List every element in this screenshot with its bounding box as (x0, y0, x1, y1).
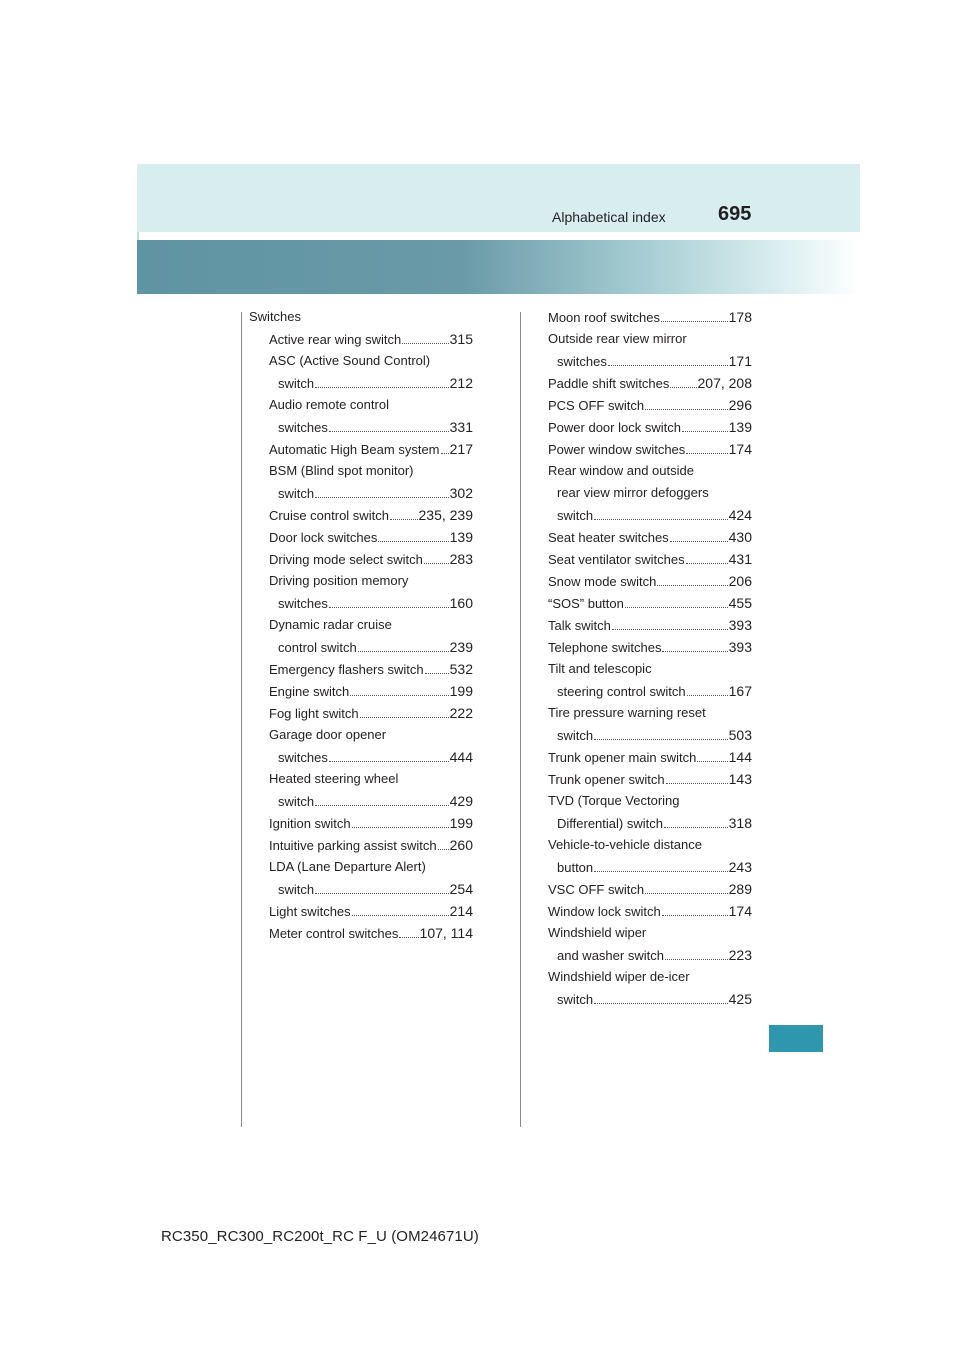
index-entry (548, 922, 752, 966)
page-reference: 260 (449, 837, 473, 853)
index-entry (548, 790, 752, 834)
index-entry-line (548, 570, 752, 592)
page-reference: 503 (728, 727, 752, 743)
left-column-rule (241, 312, 242, 1127)
dot-leader (661, 320, 728, 322)
index-entry (548, 328, 752, 372)
dot-leader (425, 672, 449, 674)
index-entry (548, 746, 752, 768)
index-entry (249, 658, 473, 680)
index-entry (548, 900, 752, 922)
index-entry-text: switch (278, 882, 315, 897)
index-entry-line (548, 482, 752, 504)
index-entry-line (269, 438, 473, 460)
dot-leader (315, 804, 449, 806)
header-gradient-bar (137, 240, 860, 294)
index-entry-text: Rear window and outside (548, 463, 694, 478)
index-entry-line (269, 460, 473, 482)
index-entry (249, 526, 473, 548)
dot-leader (625, 606, 728, 608)
index-entry-line (548, 548, 752, 570)
index-entry-line (269, 768, 473, 790)
index-entry-line (548, 900, 752, 922)
index-entry-text: Automatic High Beam system (269, 442, 440, 457)
index-entry-line (269, 900, 473, 922)
dot-leader (608, 364, 728, 366)
index-entry-text: steering control switch (557, 684, 686, 699)
index-entry (249, 614, 473, 658)
index-entry-text: rear view mirror defoggers (557, 485, 709, 500)
index-entry-line (269, 372, 473, 394)
index-entry-line (548, 328, 752, 350)
index-entry-text: LDA (Lane Departure Alert) (269, 859, 426, 874)
page-reference: 429 (449, 793, 473, 809)
page-reference: 217 (449, 441, 473, 457)
dot-leader (358, 650, 449, 652)
index-entry-line (548, 526, 752, 548)
index-entry-line (548, 812, 752, 834)
index-entry-text: switches (278, 596, 328, 611)
index-entry-text: Audio remote control (269, 397, 389, 412)
index-entry (548, 834, 752, 878)
dot-leader (612, 628, 728, 630)
index-entry (249, 856, 473, 900)
section-tab (769, 1025, 823, 1052)
index-entry-text: Heated steering wheel (269, 771, 399, 786)
header-band (137, 164, 860, 232)
index-entry-line (548, 834, 752, 856)
dot-leader (360, 716, 449, 718)
index-entry (548, 592, 752, 614)
index-entry (548, 768, 752, 790)
dot-leader (402, 342, 448, 344)
index-entry (249, 394, 473, 438)
index-entry-text: switch (557, 508, 594, 523)
index-entry-text: switches (557, 354, 607, 369)
index-entry-line (269, 416, 473, 438)
index-entry (249, 680, 473, 702)
index-entry-text: Moon roof switches (548, 310, 660, 325)
index-entry-line (548, 372, 752, 394)
index-entry (548, 526, 752, 548)
index-entry-line (548, 922, 752, 944)
page-reference: 289 (728, 881, 752, 897)
index-entry-line (548, 306, 752, 328)
index-entry-line (269, 394, 473, 416)
index-entry-text: Windshield wiper (548, 925, 647, 940)
index-entry-text: switches (278, 750, 328, 765)
index-entry (249, 548, 473, 570)
index-entry-text: Tilt and telescopic (548, 661, 652, 676)
index-entry (548, 438, 752, 460)
page-reference: 283 (449, 551, 473, 567)
index-entry-text: and washer switch (557, 948, 664, 963)
center-column-rule (520, 312, 521, 1127)
index-entry-text: Ignition switch (269, 816, 351, 831)
index-entry (249, 768, 473, 812)
index-entry (249, 460, 473, 504)
page-reference: 239 (449, 639, 473, 655)
index-entry (249, 900, 473, 922)
index-entry-line (269, 724, 473, 746)
index-entry-text: BSM (Blind spot monitor) (269, 463, 414, 478)
page-reference: 143 (728, 771, 752, 787)
index-entry-line (269, 702, 473, 724)
page-reference: 160 (449, 595, 473, 611)
index-entry-text: control switch (278, 640, 357, 655)
page-reference: 296 (728, 397, 752, 413)
index-entry (249, 702, 473, 724)
index-entry-line (548, 724, 752, 746)
index-entry-line (548, 592, 752, 614)
dot-leader (350, 694, 448, 696)
page-reference: 222 (449, 705, 473, 721)
index-entry-line (548, 790, 752, 812)
index-entry (548, 658, 752, 702)
index-entry-line (269, 614, 473, 636)
index-entry (249, 350, 473, 394)
page-reference: 214 (449, 903, 473, 919)
dot-leader (657, 584, 727, 586)
index-entry-line (269, 328, 473, 350)
page-reference: 107, 114 (419, 925, 473, 941)
index-entry-text: switches (278, 420, 328, 435)
index-entry-text: Active rear wing switch (269, 332, 402, 347)
dot-leader (352, 914, 449, 916)
index-entry-text: VSC OFF switch (548, 882, 645, 897)
dot-leader (662, 914, 728, 916)
dot-leader (594, 870, 727, 872)
dot-leader (665, 958, 728, 960)
index-entry-text: Engine switch (269, 684, 350, 699)
header-title: Alphabetical index (552, 209, 666, 225)
index-entry-text: Emergency flashers switch (269, 662, 424, 677)
page-reference: 532 (449, 661, 473, 677)
page-reference: 235, 239 (418, 507, 473, 523)
index-entry (548, 548, 752, 570)
index-entry (249, 328, 473, 350)
dot-leader (594, 1002, 728, 1004)
dot-leader (670, 540, 728, 542)
index-entry (249, 834, 473, 856)
index-entry (249, 504, 473, 526)
page-reference: 431 (728, 551, 752, 567)
index-entry-text: Seat heater switches (548, 530, 669, 545)
index-entry-text: Meter control switches (269, 926, 399, 941)
index-entry-text: switch (278, 376, 315, 391)
page-reference: 174 (728, 903, 752, 919)
index-entry-text: Seat ventilator switches (548, 552, 685, 567)
page-reference: 174 (728, 441, 752, 457)
right-index-column (548, 306, 752, 1010)
index-entry (249, 812, 473, 834)
index-entry-text: Light switches (269, 904, 351, 919)
page-reference: 171 (728, 353, 752, 369)
index-entry (548, 416, 752, 438)
page-reference: 207, 208 (697, 375, 752, 391)
index-entry-text: Door lock switches (269, 530, 378, 545)
index-entry (249, 724, 473, 768)
index-entry (548, 570, 752, 592)
index-entry-text: Power window switches (548, 442, 686, 457)
index-entry (548, 306, 752, 328)
index-entry-text: Driving position memory (269, 573, 409, 588)
index-entry-text: Trunk opener main switch (548, 750, 697, 765)
index-entry-text: TVD (Torque Vectoring (548, 793, 680, 808)
index-entry (249, 438, 473, 460)
page-reference: 199 (449, 683, 473, 699)
dot-leader (424, 562, 449, 564)
index-entry-line (548, 988, 752, 1010)
index-entry-line (548, 680, 752, 702)
page-reference: 254 (449, 881, 473, 897)
dot-leader (662, 650, 727, 652)
dot-leader (594, 738, 728, 740)
page-reference: 199 (449, 815, 473, 831)
page-reference: 315 (449, 331, 473, 347)
index-entry-line (548, 966, 752, 988)
page-reference: 212 (449, 375, 473, 391)
index-entry-line (548, 658, 752, 680)
dot-leader (645, 408, 728, 410)
index-entry-text: switch (278, 794, 315, 809)
index-entry (548, 636, 752, 658)
index-entry-text: Fog light switch (269, 706, 359, 721)
index-entry (548, 702, 752, 746)
index-entry (548, 460, 752, 526)
index-entry-line (269, 570, 473, 592)
index-entry (548, 966, 752, 1010)
dot-leader (399, 936, 418, 938)
index-entry (548, 394, 752, 416)
index-entry-line (548, 460, 752, 482)
dot-leader (645, 892, 728, 894)
dot-leader (594, 518, 728, 520)
index-entry-text: ASC (Active Sound Control) (269, 353, 431, 368)
index-entry (249, 570, 473, 614)
page-reference: 455 (728, 595, 752, 611)
index-entry-text: Outside rear view mirror (548, 331, 687, 346)
page-reference: 167 (728, 683, 752, 699)
page-reference: 425 (728, 991, 752, 1007)
page-reference: 331 (449, 419, 473, 435)
dot-leader (686, 452, 727, 454)
index-entry-text: PCS OFF switch (548, 398, 645, 413)
page-number: 695 (718, 203, 752, 225)
index-entry-line (548, 394, 752, 416)
index-entry-text: Trunk opener switch (548, 772, 665, 787)
index-entry-text: Dynamic radar cruise (269, 617, 392, 632)
dot-leader (315, 386, 449, 388)
index-entry-line (269, 548, 473, 570)
page-reference: 178 (728, 309, 752, 325)
index-entry-line (548, 636, 752, 658)
index-entry-line (548, 944, 752, 966)
dot-leader (329, 760, 449, 762)
index-entry-line (548, 416, 752, 438)
page-reference: 144 (728, 749, 752, 765)
left-entries (249, 328, 473, 944)
index-entry-line (548, 504, 752, 526)
index-entry-text: button (557, 860, 594, 875)
dot-leader (687, 694, 728, 696)
footer-model-code: RC350_RC300_RC200t_RC F_U (OM24671U) (161, 1228, 479, 1245)
dot-leader (315, 496, 449, 498)
index-entry-line (269, 504, 473, 526)
index-entry-line (269, 790, 473, 812)
index-entry-line (269, 658, 473, 680)
dot-leader (441, 452, 449, 454)
index-entry-line (269, 746, 473, 768)
index-entry (548, 614, 752, 636)
dot-leader (352, 826, 449, 828)
index-entry-line (548, 746, 752, 768)
page-reference: 139 (449, 529, 473, 545)
index-entry-line (548, 856, 752, 878)
dot-leader (670, 386, 696, 388)
dot-leader (664, 826, 728, 828)
index-entry-line (269, 636, 473, 658)
index-entry-text: Vehicle-to-vehicle distance (548, 837, 702, 852)
index-entry-line (269, 526, 473, 548)
index-entry-line (548, 768, 752, 790)
page-reference: 243 (728, 859, 752, 875)
index-entry (548, 372, 752, 394)
dot-leader (682, 430, 728, 432)
index-entry-line (269, 812, 473, 834)
page-reference: 139 (728, 419, 752, 435)
page-reference: 424 (728, 507, 752, 523)
index-entry-line (269, 922, 473, 944)
index-entry-line (269, 878, 473, 900)
index-entry-line (269, 680, 473, 702)
dot-leader (329, 606, 449, 608)
index-entry-line (548, 878, 752, 900)
dot-leader (666, 782, 728, 784)
index-entry-text: Garage door opener (269, 727, 387, 742)
dot-leader (438, 848, 449, 850)
index-entry-text: Talk switch (548, 618, 611, 633)
dot-leader (686, 562, 728, 564)
index-entry-line (269, 350, 473, 372)
page-reference: 318 (728, 815, 752, 831)
header-rule (137, 232, 139, 240)
index-heading: Switches (249, 309, 302, 324)
index-entry-line (548, 438, 752, 460)
index-entry-line (548, 614, 752, 636)
index-entry-text: Tire pressure warning reset (548, 705, 706, 720)
index-entry-text: Differential) switch (557, 816, 663, 831)
dot-leader (697, 760, 727, 762)
index-entry-text: Snow mode switch (548, 574, 657, 589)
left-index-column (249, 306, 473, 944)
index-entry-text: switch (557, 728, 594, 743)
index-entry-line (269, 856, 473, 878)
index-entry (249, 922, 473, 944)
dot-leader (329, 430, 449, 432)
index-entry-line (269, 482, 473, 504)
index-entry-text: Power door lock switch (548, 420, 681, 435)
index-entry-text: Windshield wiper de-icer (548, 969, 690, 984)
page-reference: 302 (449, 485, 473, 501)
index-entry-line (548, 702, 752, 724)
dot-leader (378, 540, 448, 542)
page-reference: 393 (728, 617, 752, 633)
index-entry-text: Intuitive parking assist switch (269, 838, 437, 853)
index-entry-text: Telephone switches (548, 640, 662, 655)
index-entry-line (269, 592, 473, 614)
right-entries (548, 306, 752, 1010)
page-reference: 393 (728, 639, 752, 655)
index-entry-line (548, 350, 752, 372)
index-entry-text: switch (278, 486, 315, 501)
page-reference: 206 (728, 573, 752, 589)
index-entry-text: “SOS” button (548, 596, 624, 611)
index-entry-text: Driving mode select switch (269, 552, 423, 567)
index-entry (548, 878, 752, 900)
index-entry-text: Window lock switch (548, 904, 661, 919)
index-entry-text: Cruise control switch (269, 508, 389, 523)
dot-leader (315, 892, 449, 894)
index-entry-text: Paddle shift switches (548, 376, 670, 391)
page-reference: 430 (728, 529, 752, 545)
page-reference: 223 (728, 947, 752, 963)
index-entry-line (269, 834, 473, 856)
page-reference: 444 (449, 749, 473, 765)
index-entry-text: switch (557, 992, 594, 1007)
dot-leader (390, 518, 418, 520)
